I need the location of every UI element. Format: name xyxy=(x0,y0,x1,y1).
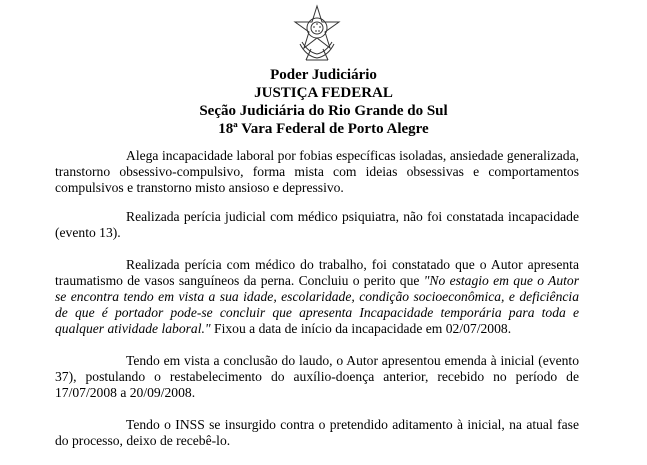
header-justica-federal: JUSTIÇA FEDERAL xyxy=(254,85,393,101)
document-header xyxy=(0,66,647,138)
paragraph-pericia-psiquiatra: Realizada perícia judicial com médico psiquiatra, não foi constatada incapacidade (evento 13). xyxy=(55,209,579,240)
brasao-republica-seal xyxy=(292,4,342,62)
header-poder-judiciario: Poder Judiciário xyxy=(270,67,377,83)
header-secao-judiciaria: Seção Judiciária do Rio Grande do Sul xyxy=(199,103,448,119)
perito-quote: "No estagio em que o Autor se encontra tendo em vista a sua idade, escolaridade, condição socioeconômica, e deficiência de que é portador pode-se concluir que apresenta Incapacidade temporária para toda e qualquer atividade laboral." xyxy=(55,273,580,336)
paragraph-text: Fixou a data de início da incapacidade em 02/07/2008. xyxy=(210,321,512,336)
header-vara-federal: 18ª Vara Federal de Porto Alegre xyxy=(218,121,429,137)
paragraph-inss: Tendo o INSS se insurgido contra o pretendido aditamento à inicial, na atual fase do processo, deixo de recebê-lo. xyxy=(55,417,579,448)
paragraph-emenda-inicial: Tendo em vista a conclusão do laudo, o Autor apresentou emenda à inicial (evento 37), postulando o restabelecimento do auxílio-doença anterior, recebido no período de 17/07/2008 a 20/09/2008. xyxy=(55,353,579,400)
paragraph-text: Realizada perícia com médico do trabalho, foi constatado que o Autor apresenta traumatismo de vasos sanguíneos da perna. Concluiu o perito que xyxy=(55,257,579,288)
paragraph-pericia-trabalho xyxy=(55,257,579,337)
paragraph-alegacao: Alega incapacidade laboral por fobias específicas isoladas, ansiedade generalizada, transtorno obsessivo-compulsivo, forma mista com ideias obsessivas e comportamentos compulsivos e transtorno misto ansioso e depressivo. xyxy=(55,148,579,195)
document-body xyxy=(55,148,579,465)
